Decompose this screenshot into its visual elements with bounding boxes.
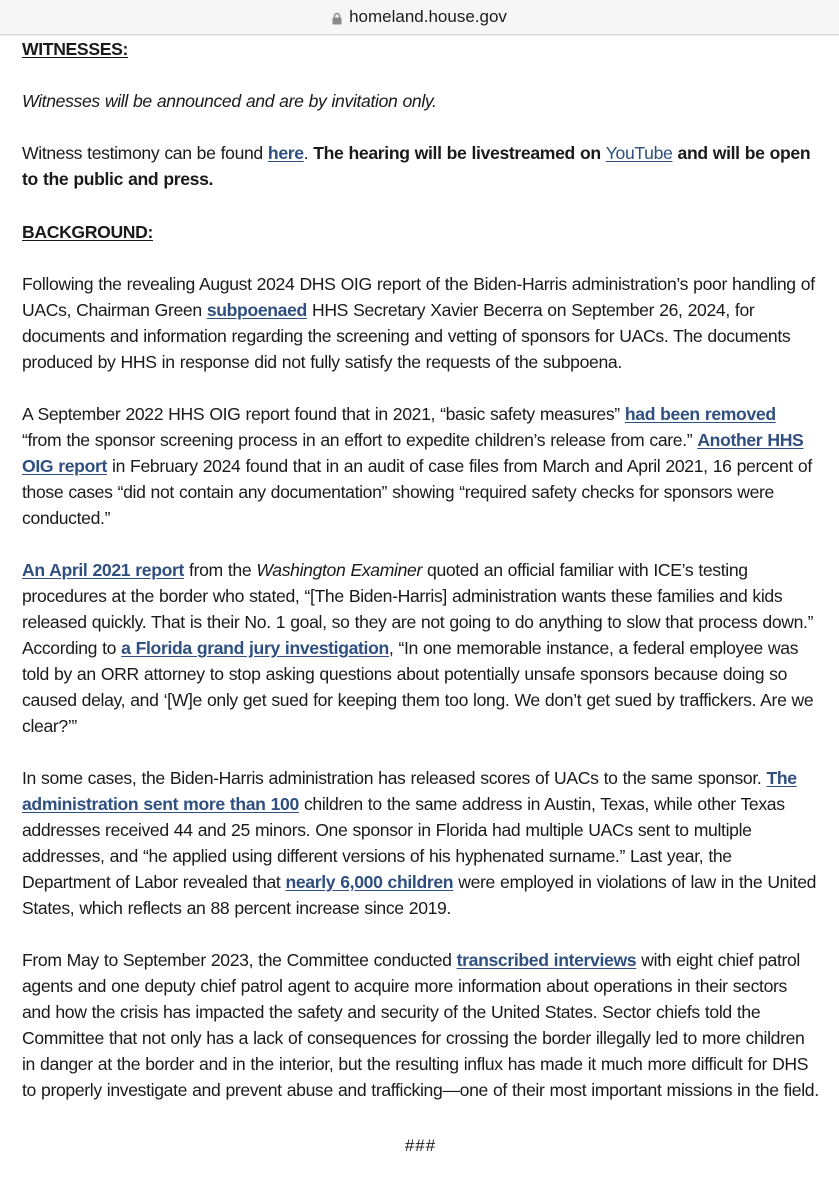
background-paragraph-2: [22, 401, 819, 531]
text: In some cases, the Biden-Harris administration has released scores of UACs to the same sponsor.: [22, 768, 767, 788]
text: were employed in violations of law in the United States, which reflects an 88 percent increase since 2019.: [22, 872, 817, 918]
witnesses-announcement: Witnesses will be announced and are by invitation only.: [22, 91, 437, 111]
text: in February 2024 found that in an audit of case files from March and April 2021, 16 percent of those cases “did not contain any documentation” showing “required safety checks for sponsors were conducted.”: [22, 456, 812, 528]
florida-grand-jury-link[interactable]: a Florida grand jury investigation: [121, 638, 389, 658]
subpoenaed-link[interactable]: subpoenaed: [206, 300, 307, 320]
background-paragraph-3: [22, 557, 819, 739]
text: quoted an official familiar with ICE’s testing procedures at the border who stated, “[The Biden-Harris] administration wants these families and kids released quickly. That is their No. 1 goal, so they are not going to do anything to slow that process down.” According to: [22, 560, 814, 658]
had-been-removed-link[interactable]: had been removed: [624, 404, 776, 424]
text: “from the sponsor screening process in an effort to expedite children’s release from care.”: [22, 430, 698, 450]
text: Witness testimony can be found: [22, 143, 268, 163]
more-than-100-link[interactable]: The administration sent more than 100: [22, 768, 797, 814]
address-bar[interactable]: [0, 0, 839, 35]
text: A September 2022 HHS OIG report found that in 2021, “basic safety measures”: [22, 404, 625, 424]
background-heading: BACKGROUND:: [22, 222, 154, 242]
text: HHS Secretary Xavier Becerra on September 26, 2024, for documents and information regarding the screening and vetting of sponsors for UACs. The documents produced by HHS in response did not fully satisfy the requests of the subpoena.: [22, 300, 791, 372]
text: The hearing will be livestreamed on: [313, 143, 606, 163]
url-text: homeland.house.gov: [349, 7, 507, 26]
background-paragraph-1: [22, 271, 819, 375]
text: from the: [184, 560, 257, 580]
press-release-body: [0, 35, 839, 1159]
text: and will be open to the public and press.: [22, 143, 811, 189]
lock-icon: [332, 10, 342, 23]
text: Following the revealing August 2024 DHS OIG report of the Biden-Harris administration’s poor handling of UACs, Chairman Green: [22, 274, 815, 320]
transcribed-interviews-link[interactable]: transcribed interviews: [456, 950, 637, 970]
testimony-link[interactable]: here: [267, 143, 304, 163]
testimony-paragraph: [22, 140, 819, 192]
text: From May to September 2023, the Committee conducted: [22, 950, 457, 970]
april-2021-report-link[interactable]: An April 2021 report: [22, 560, 185, 580]
another-hhs-oig-report-link[interactable]: Another HHS OIG report: [22, 430, 804, 476]
text: .: [303, 143, 314, 163]
publication-name: Washington Examiner: [256, 560, 422, 580]
background-paragraph-5: [22, 947, 819, 1103]
youtube-link[interactable]: YouTube: [605, 143, 673, 163]
nearly-6000-children-link[interactable]: nearly 6,000 children: [285, 872, 454, 892]
background-paragraph-4: [22, 765, 819, 921]
witnesses-heading: WITNESSES:: [22, 39, 128, 59]
end-marker: ###: [404, 1136, 437, 1155]
text: children to the same address in Austin, Texas, while other Texas addresses received 44 and 25 minors. One sponsor in Florida had multiple UACs sent to multiple addresses, and “he applied using different versions of his hyphenated surname.” Last year, the Department of Labor revealed that: [22, 794, 785, 892]
text: with eight chief patrol agents and one deputy chief patrol agent to acquire more information about operations in their sectors and how the crisis has impacted the safety and security of the United States. Sector chiefs told the Committee that not only has a lack of consequences for crossing the border illegally led to more children in danger at the border and in the interior, but the resulting influx has made it much more difficult for DHS to properly investigate and prevent abuse and trafficking—one of their most important missions in the field.: [22, 950, 819, 1100]
text: , “In one memorable instance, a federal employee was told by an ORR attorney to stop asking questions about potentially unsafe sponsors because doing so caused delay, and ‘[W]e only get sued for keeping them too long. We don’t get sued by traffickers. Are we clear?’”: [22, 638, 814, 736]
